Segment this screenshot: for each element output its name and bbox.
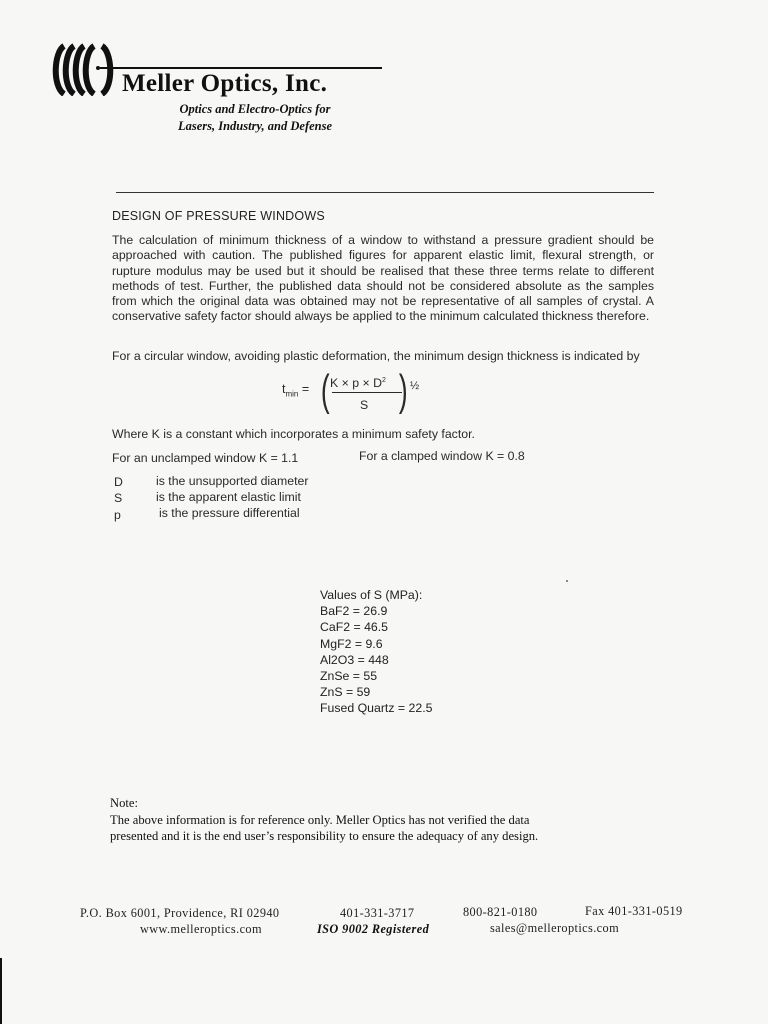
scan-speck [566,580,568,582]
list-item: CaF2 = 46.5 [320,620,389,635]
tagline-line-2: Lasers, Industry, and Defense [177,119,333,133]
list-item: ZnS = 59 [320,685,371,700]
company-name: Meller Optics, Inc. [122,70,328,97]
formula-numerator: $K \times p \times D^2$ [330,376,386,390]
footer-phone: 401-331-3717 [340,906,415,920]
definition-symbol: p [114,508,121,522]
list-item: BaF2 = 26.9 [320,604,388,619]
tagline-line-1: Optics and Electro-Optics for [179,102,331,116]
formula-lhs: $t_{min}$ = [282,382,310,399]
note-label: Note: [110,796,138,810]
k-constant-note: Where K is a constant which incorporates a minimum safety factor. [112,427,475,441]
formula-exponent: ½ [410,380,420,392]
section-divider [116,192,654,193]
values-title: Values of S (MPa): [320,588,423,602]
company-tagline [150,101,360,135]
formula-paren-left: ( [320,366,330,415]
list-item: MgF2 = 9.6 [320,636,383,651]
values-of-s-list [320,587,432,717]
scan-edge [0,958,2,1024]
footer-fax: Fax 401-331-0519 [585,904,683,918]
definition-text: is the unsupported diameter [156,474,309,488]
definition-text: is the apparent elastic limit [156,490,301,504]
list-item: Fused Quartz = 22.5 [320,701,433,716]
definition-symbol: S [114,491,123,505]
note-line-1: The above information is for reference only. Meller Optics has not verified the data [110,812,530,827]
formula-intro: For a circular window, avoiding plastic deformation, the minimum design thickness is indicated by [112,349,640,363]
k-unclamped: For an unclamped window K = 1.1 [112,451,299,465]
section-heading: DESIGN OF PRESSURE WINDOWS [112,209,325,223]
formula-paren-right: ) [398,366,408,415]
formula-denominator: S [360,398,369,412]
k-clamped: For a clamped window K = 0.8 [359,449,525,463]
footer-email[interactable]: sales@melleroptics.com [490,921,620,935]
footer-website[interactable]: www.melleroptics.com [140,922,262,936]
list-item: Al2O3 = 448 [320,652,389,667]
footer-iso: ISO 9002 Registered [317,922,430,936]
footer-address: P.O. Box 6001, Providence, RI 02940 [80,906,280,920]
thickness-formula [282,366,442,420]
list-item: ZnSe = 55 [320,669,378,684]
definition-symbol: D [114,475,123,489]
intro-paragraph: The calculation of minimum thickness of a window to withstand a pressure gradient should be approached with caution. The published figures for apparent elastic limit, flexural strength, or rupture modulus may be used but it should be realised that these three terms relate to different methods of test. Further, the published data should not be considered absolute as the samples from which the original data was obtained may not be representative of all samples of crystal. A conservative safety factor should always be applied to the minimum calculated thickness therefore. [112,233,654,324]
company-logo [50,42,116,96]
logo-mark-icon [50,42,116,96]
note-line-2: presented and it is the end user’s responsibility to ensure the adequacy of any design. [110,829,539,843]
letterhead-rule [100,67,382,69]
definition-text: is the pressure differential [159,506,300,520]
footer-tollfree: 800-821-0180 [463,905,538,919]
disclaimer-note [110,795,630,845]
formula-fraction-bar [332,392,402,393]
